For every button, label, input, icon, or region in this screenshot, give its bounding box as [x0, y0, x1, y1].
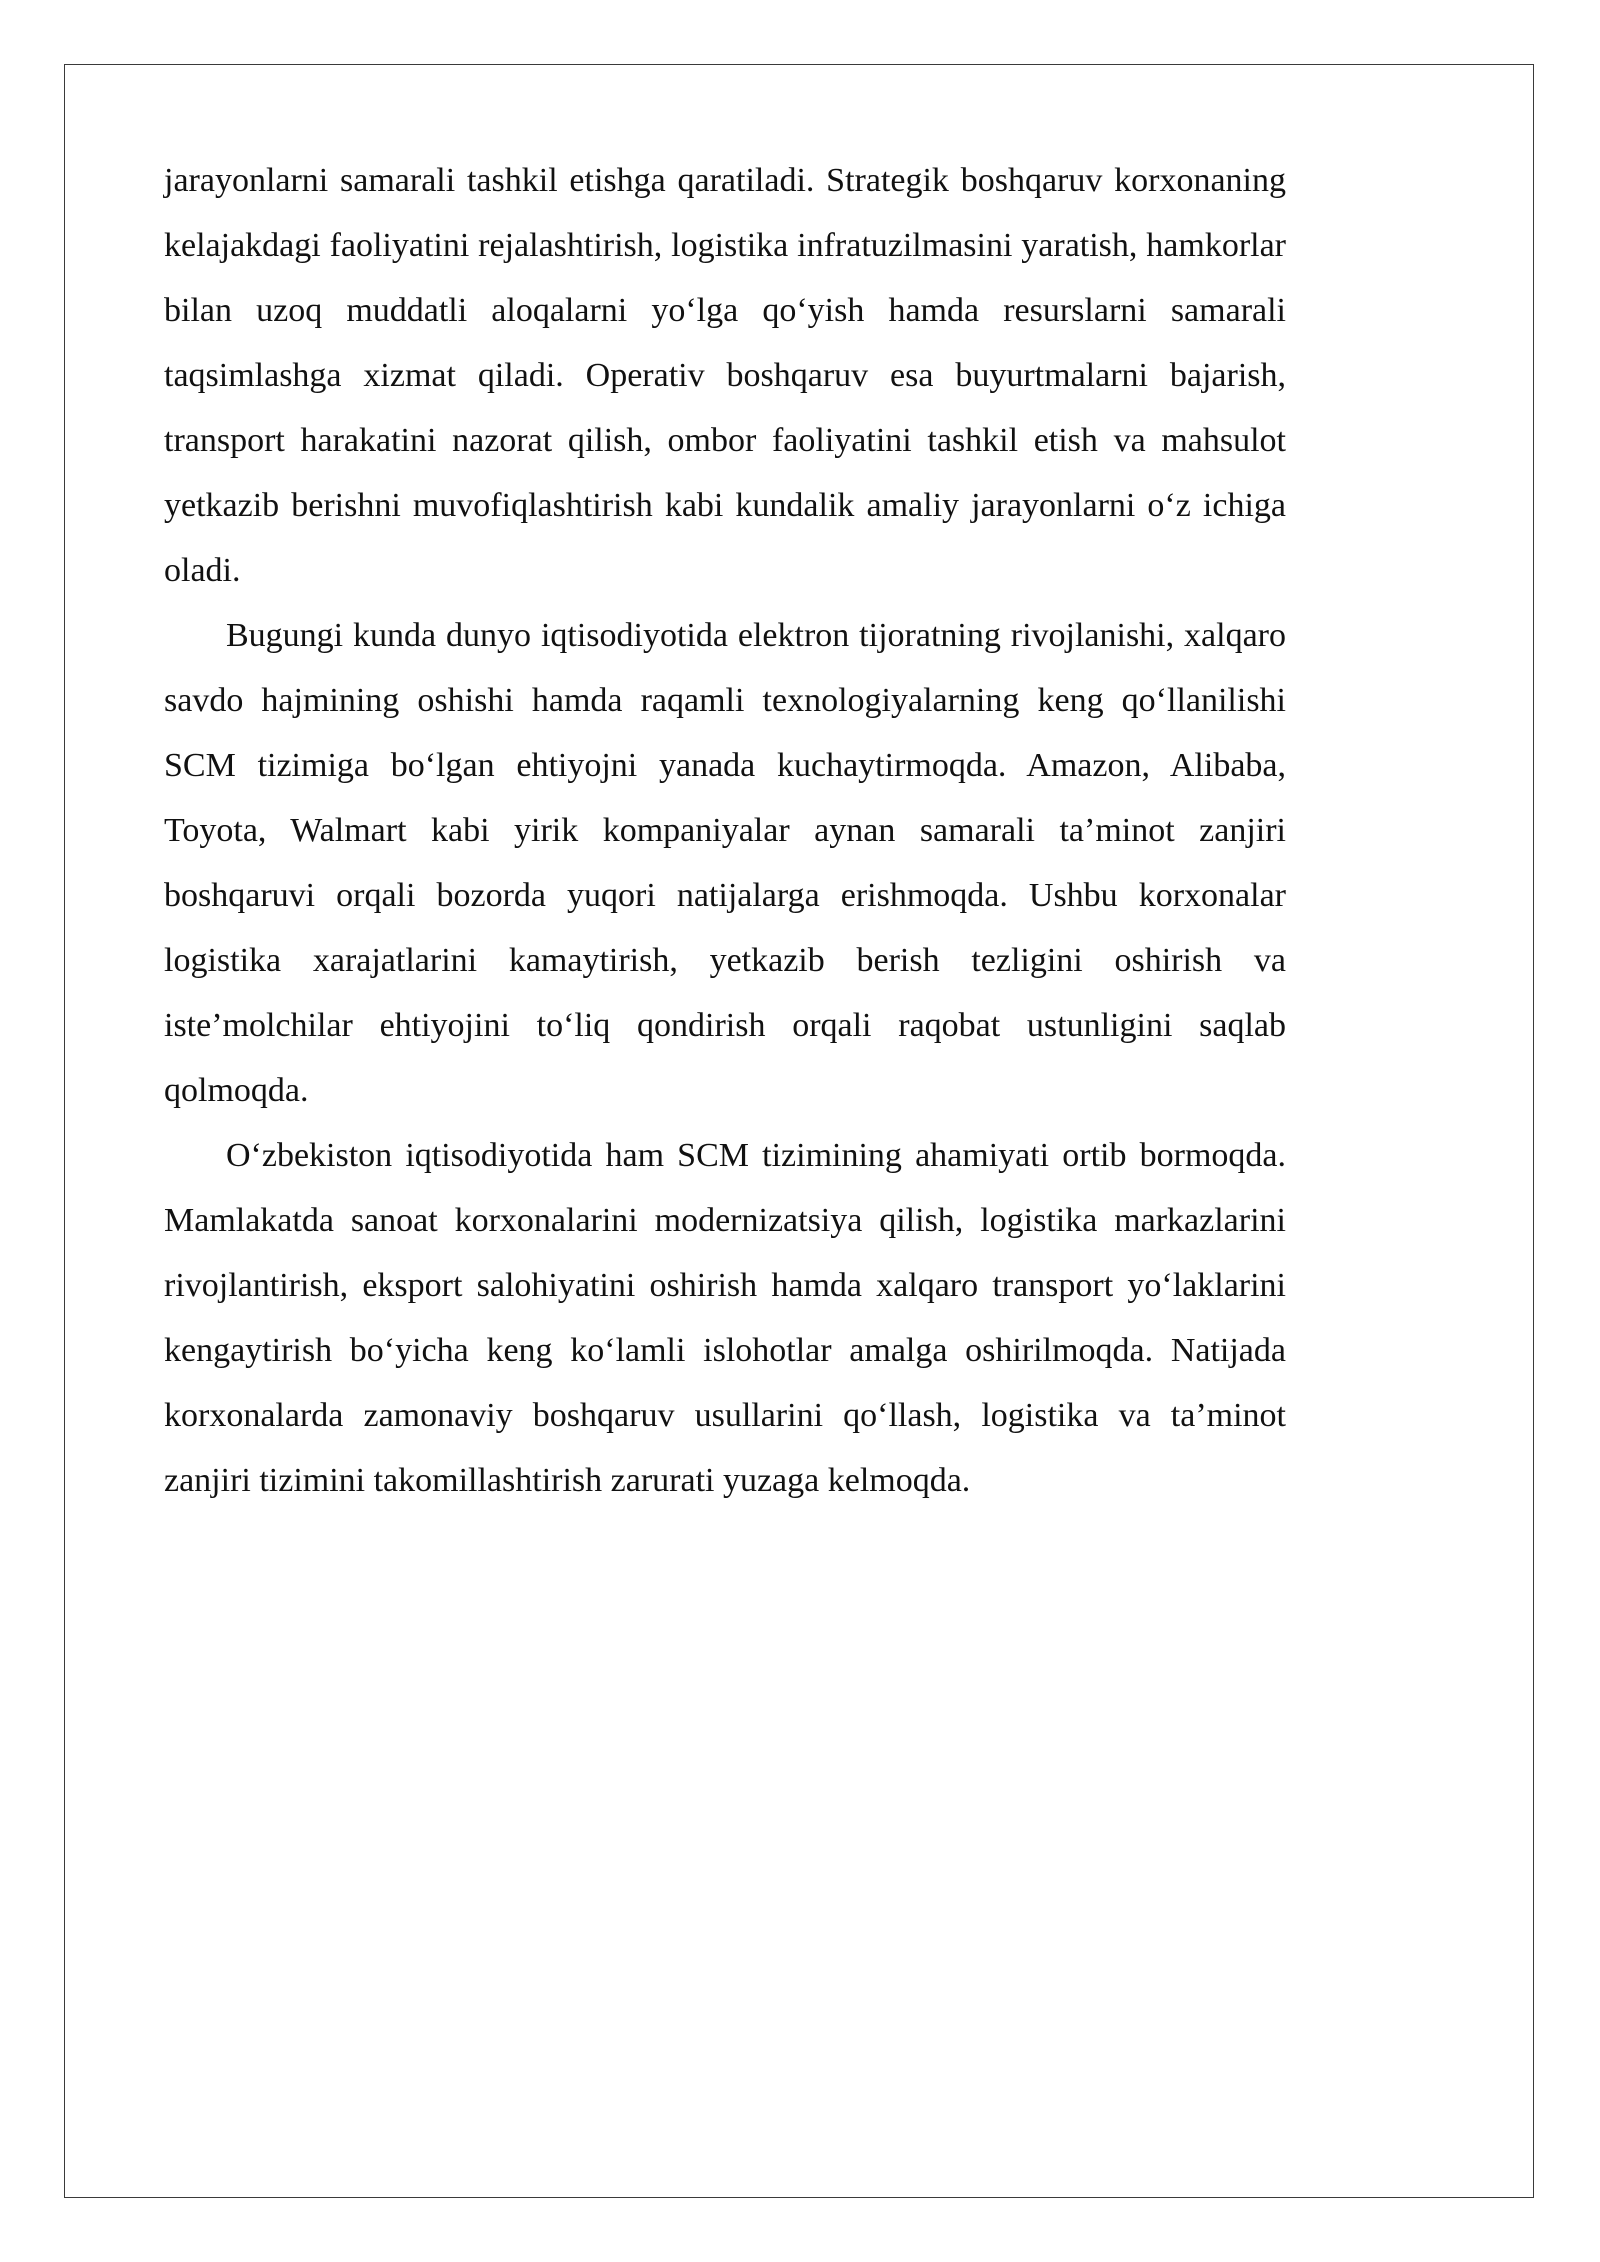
paragraph-global-context: Bugungi kunda dunyo iqtisodiyotida elektron tijoratning rivojlanishi, xalqaro savdo hajmining oshishi hamda raqamli texnologiyalarning keng qo‘llanilishi SCM tizimiga bo‘lgan ehtiyojni yanada kuchaytirmoqda. Amazon, Alibaba, Toyota, Walmart kabi yirik kompaniyalar aynan samarali ta’minot zanjiri boshqaruvi orqali bozorda yuqori natijalarga erishmoqda. Ushbu korxonalar logistika xarajatlarini kamaytirish, yetkazib berish tezligini oshirish va iste’molchilar ehtiyojini to‘liq qondirish orqali raqobat ustunligini saqlab qolmoqda.	[164, 617, 1286, 1109]
document-body	[164, 148, 1286, 1513]
paragraph-continuation: jarayonlarni samarali tashkil etishga qaratiladi. Strategik boshqaruv korxonaning kelajakdagi faoliyatini rejalashtirish, logistika infratuzilmasini yaratish, hamkorlar bilan uzoq muddatli aloqalarni yo‘lga qo‘yish hamda resurslarni samarali taqsimlashga xizmat qiladi. Operativ boshqaruv esa buyurtmalarni bajarish, transport harakatini nazorat qilish, ombor faoliyatini tashkil etish va mahsulot yetkazib berishni muvofiqlashtirish kabi kundalik amaliy jarayonlarni o‘z ichiga oladi.	[164, 162, 1286, 589]
paragraph-uzbekistan-context: O‘zbekiston iqtisodiyotida ham SCM tizimining ahamiyati ortib bormoqda. Mamlakatda sanoat korxonalarini modernizatsiya qilish, logistika markazlarini rivojlantirish, eksport salohiyatini oshirish hamda xalqaro transport yo‘laklarini kengaytirish bo‘yicha keng ko‘lamli islohotlar amalga oshirilmoqda. Natijada korxonalarda zamonaviy boshqaruv usullarini qo‘llash, logistika va ta’minot zanjiri tizimini takomillashtirish zarurati yuzaga kelmoqda.	[164, 1137, 1286, 1499]
